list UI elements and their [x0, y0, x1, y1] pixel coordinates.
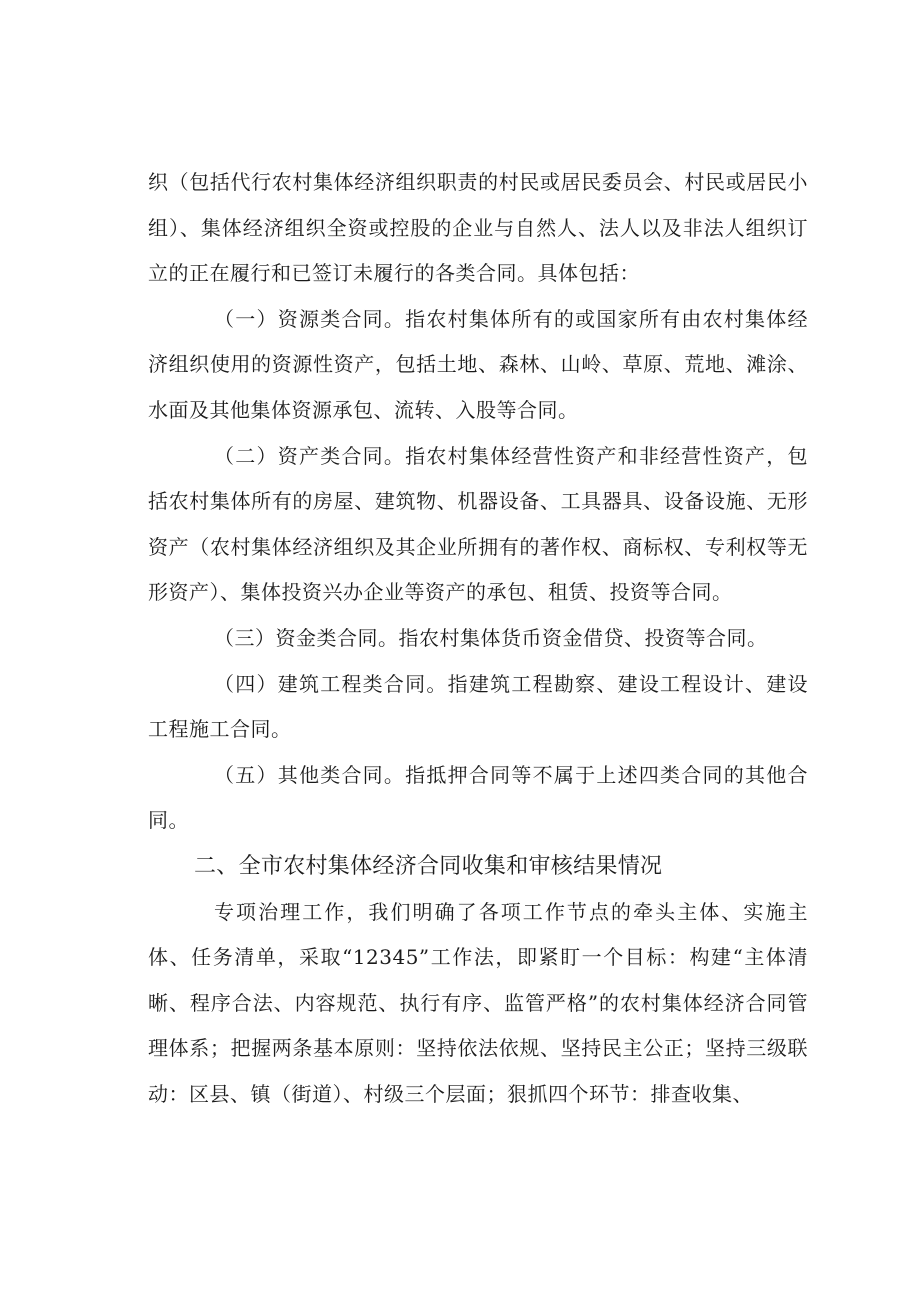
paragraph-resource-contracts: （一）资源类合同。指农村集体所有的或国家所有由农村集体经济组织使用的资源性资产，包括土地、森林、山岭、草原、荒地、滩涂、水面及其他集体资源承包、流转、入股等合同。	[148, 306, 808, 422]
paragraph-intro: 织（包括代行农村集体经济组织职责的村民或居民委员会、村民或居民小组）、集体经济组织全资或控股的企业与自然人、法人以及非法人组织订立的正在履行和已签订未履行的各类合同。具体包括：	[148, 170, 808, 286]
document-body	[148, 160, 808, 1117]
paragraph-construction-contracts: （四）建筑工程类合同。指建筑工程勘察、建设工程设计、建设工程施工合同。	[148, 671, 808, 742]
section-heading: 二、全市农村集体经济合同收集和审核结果情况	[194, 853, 663, 879]
paragraph-asset-contracts: （二）资产类合同。指农村集体经营性资产和非经营性资产，包括农村集体所有的房屋、建筑物、机器设备、工具器具、设备设施、无形资产（农村集体经济组织及其企业所拥有的著作权、商标权、专利权等无形资产）、集体投资兴办企业等资产的承包、租赁、投资等合同。	[148, 443, 808, 605]
paragraph-section-body: 专项治理工作，我们明确了各项工作节点的牵头主体、实施主体、任务清单，采取“12345”工作法，即紧盯一个目标：构建“主体清晰、程序合法、内容规范、执行有序、监管严格”的农村集体经济合同管理体系；把握两条基本原则：坚持依法依规、坚持民主公正；坚持三级联动：区县、镇（街道）、村级三个层面；狠抓四个环节：排查收集、	[148, 899, 808, 1106]
paragraph-fund-contracts: （三）资金类合同。指农村集体货币资金借贷、投资等合同。	[214, 625, 768, 650]
paragraph-other-contracts: （五）其他类合同。指抵押合同等不属于上述四类合同的其他合同。	[148, 762, 808, 833]
